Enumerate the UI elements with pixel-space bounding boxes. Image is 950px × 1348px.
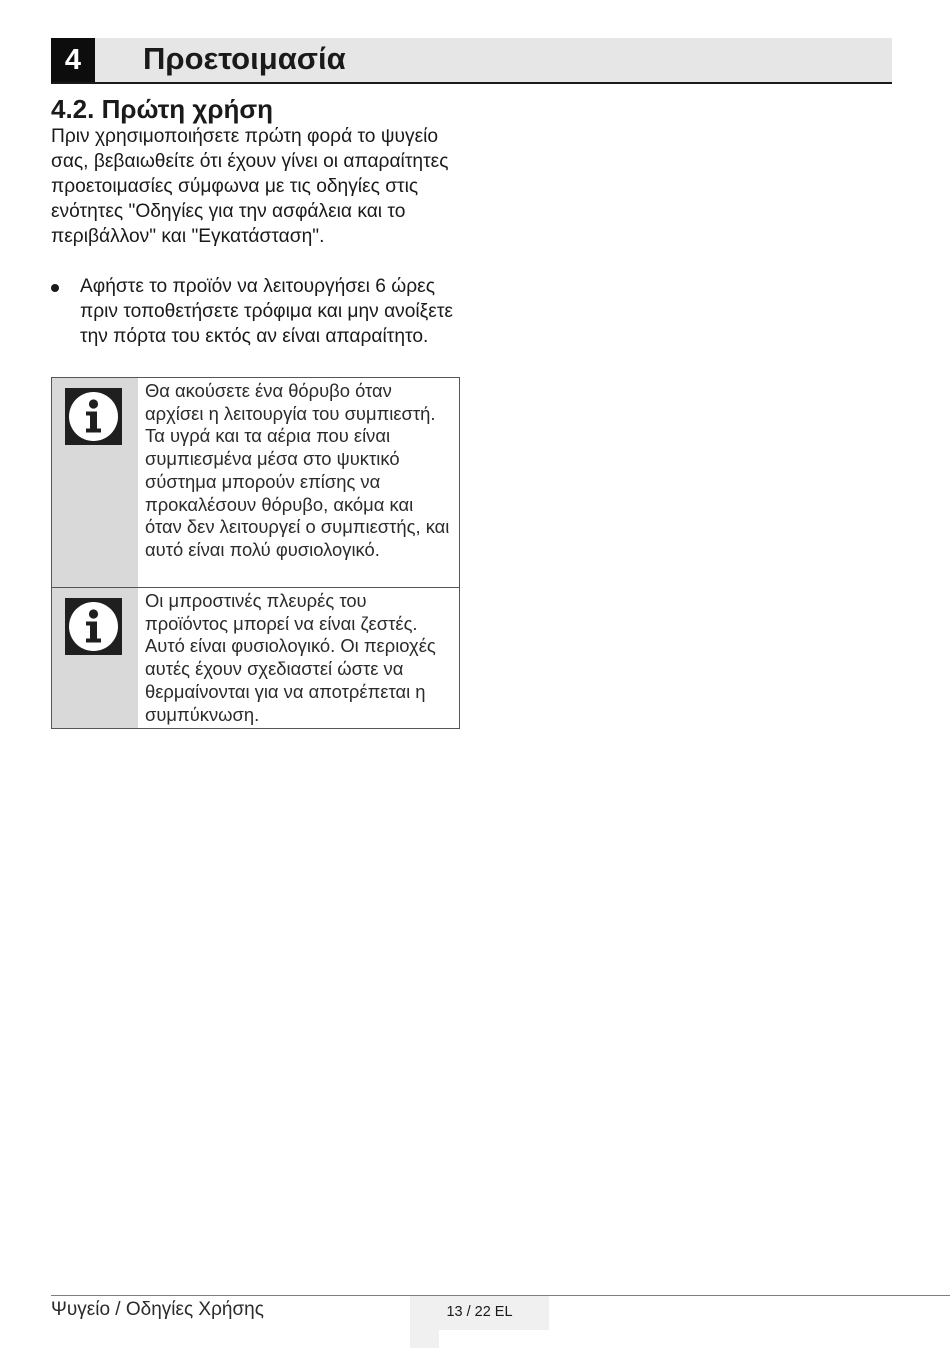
footer-document-title: Ψυγείο / Οδηγίες Χρήσης [51, 1299, 264, 1320]
chapter-number: 4 [51, 38, 95, 82]
section-heading: 4.2. Πρώτη χρήση [51, 94, 274, 124]
page-number: 13 / 22 EL [446, 1304, 513, 1320]
chapter-header [51, 38, 892, 84]
note-text: Οι μπροστινές πλευρές του προϊόντος μπορεί να είναι ζεστές. Αυτό είναι φυσιολογικό. Οι περιοχές αυτές έχουν σχεδιαστεί ώστε να θερμαίνονται για να αποτρέπεται η συμπύκνωση. [145, 590, 436, 725]
info-icon [65, 598, 122, 655]
intro-paragraph: Πριν χρησιμοποιήσετε πρώτη φορά το ψυγείο σας, βεβαιωθείτε ότι έχουν γίνει οι απαραίτητες προετοιμασίες σύμφωνα με τις οδηγίες στις ενότητες "Οδηγίες για την ασφάλεια και το περιβάλλον" και "Εγκατάσταση". [51, 126, 449, 247]
note-text: Θα ακούσετε ένα θόρυβο όταν αρχίσει η λειτουργία του συμπιεστή. Τα υγρά και τα αέρια που είναι συμπιεσμένα μέσα στο ψυκτικό σύστημα μπορούν επίσης να προκαλέσουν θόρυβο, ακόμα και όταν δεν λειτουργεί ο συμπιεστής, και αυτό είναι πολύ φυσιολογικό. [145, 380, 450, 560]
chapter-title: Προετοιμασία [143, 41, 346, 76]
bullet-item [51, 274, 461, 349]
note-row [52, 587, 459, 728]
info-icon [65, 388, 122, 445]
note-row [52, 378, 459, 587]
bullet-text: Αφήστε το προϊόν να λειτουργήσει 6 ώρες πριν τοποθετήσετε τρόφιμα και μην ανοίξετε την πόρτα του εκτός αν είναι απαραίτητο. [80, 276, 453, 347]
bullet-dot-icon [51, 284, 59, 292]
note-icon-cell [52, 588, 138, 728]
notes-table [51, 377, 460, 729]
footer-page-box [410, 1296, 549, 1330]
note-icon-cell [52, 378, 138, 587]
footer-page-tab [410, 1330, 439, 1348]
